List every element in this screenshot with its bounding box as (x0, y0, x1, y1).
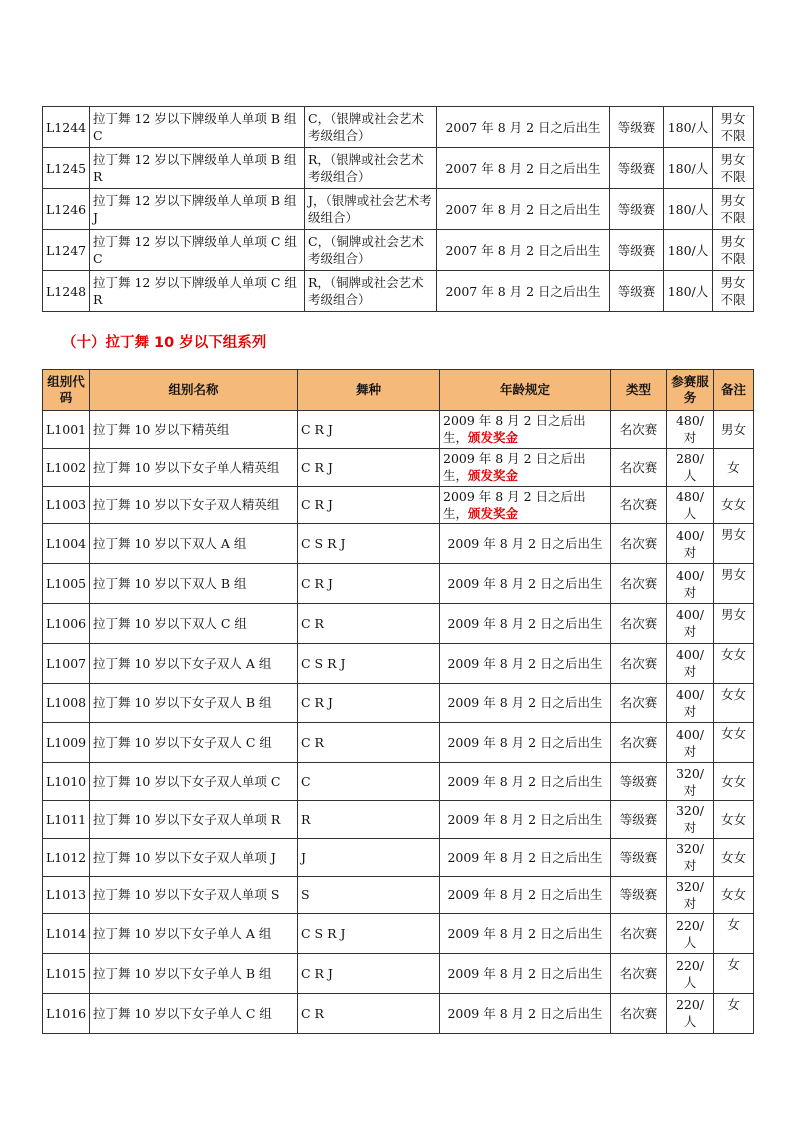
remark: 女女 (714, 876, 754, 914)
age-rule (440, 411, 611, 449)
table-row (43, 148, 754, 189)
entry-fee: 220/人 (667, 993, 714, 1033)
entry-fee: 220/人 (667, 914, 714, 954)
remark: 女女 (714, 683, 754, 723)
table-row (43, 643, 754, 683)
dance-type: C S R J (298, 524, 440, 564)
age-rule: 2009 年 8 月 2 日之后出生 (440, 993, 611, 1033)
competition-type: 名次赛 (611, 643, 667, 683)
competition-type: 等级赛 (611, 800, 667, 838)
age-rule: 2007 年 8 月 2 日之后出生 (437, 271, 610, 312)
previous-section-table (42, 106, 754, 312)
entry-fee: 280/人 (667, 448, 714, 486)
group-name: 拉丁舞 10 岁以下女子双人单项 J (90, 838, 298, 876)
dance-type: S (298, 876, 440, 914)
entry-fee: 400/对 (667, 643, 714, 683)
competition-type: 名次赛 (611, 683, 667, 723)
competition-type: 名次赛 (611, 448, 667, 486)
prize-money-label: 颁发奖金 (468, 430, 519, 446)
remark: 男女不限 (713, 107, 754, 148)
remark: 女女 (714, 763, 754, 801)
remark: 女 (714, 914, 754, 954)
table-row (43, 683, 754, 723)
table-row (43, 411, 754, 449)
competition-type: 名次赛 (611, 993, 667, 1033)
table-row (43, 954, 754, 994)
age-rule: 2009 年 8 月 2 日之后出生 (440, 603, 611, 643)
age-rule: 2009 年 8 月 2 日之后出生 (440, 683, 611, 723)
group-code: L1016 (43, 993, 90, 1033)
table-row (43, 993, 754, 1033)
group-name: 拉丁舞 12 岁以下牌级单人单项 C 组 R (90, 271, 305, 312)
remark: 女 (714, 993, 754, 1033)
under-10-groups-table (42, 369, 754, 1034)
competition-type: 名次赛 (611, 564, 667, 604)
table-row (43, 189, 754, 230)
entry-fee: 180/人 (664, 189, 713, 230)
entry-fee: 220/人 (667, 954, 714, 994)
entry-fee: 400/对 (667, 683, 714, 723)
entry-fee: 180/人 (664, 230, 713, 271)
group-name: 拉丁舞 12 岁以下牌级单人单项 B 组 J (90, 189, 305, 230)
group-code: L1002 (43, 448, 90, 486)
remark: 男女 (714, 411, 754, 449)
competition-type: 名次赛 (611, 524, 667, 564)
group-code: L1001 (43, 411, 90, 449)
table-row (43, 838, 754, 876)
group-name: 拉丁舞 10 岁以下双人 A 组 (90, 524, 298, 564)
entry-fee: 320/对 (667, 763, 714, 801)
age-rule: 2009 年 8 月 2 日之后出生 (440, 763, 611, 801)
group-name: 拉丁舞 10 岁以下女子双人精英组 (90, 486, 298, 524)
age-rule: 2007 年 8 月 2 日之后出生 (437, 148, 610, 189)
table-row (43, 603, 754, 643)
entry-fee: 400/对 (667, 723, 714, 763)
group-code: L1009 (43, 723, 90, 763)
remark: 男女不限 (713, 230, 754, 271)
competition-type: 等级赛 (610, 148, 664, 189)
group-code: L1014 (43, 914, 90, 954)
dance-type: C，（铜牌或社会艺术考级组合） (305, 230, 437, 271)
remark: 女女 (714, 643, 754, 683)
dance-type: C S R J (298, 643, 440, 683)
under-10-groups-body (43, 411, 754, 1034)
age-rule: 2007 年 8 月 2 日之后出生 (437, 107, 610, 148)
age-rule: 2009 年 8 月 2 日之后出生 (440, 643, 611, 683)
entry-fee: 400/对 (667, 564, 714, 604)
remark: 男女 (714, 524, 754, 564)
group-name: 拉丁舞 10 岁以下女子双人 C 组 (90, 723, 298, 763)
age-rule: 2007 年 8 月 2 日之后出生 (437, 230, 610, 271)
competition-type: 名次赛 (611, 411, 667, 449)
remark: 女女 (714, 800, 754, 838)
group-code: L1015 (43, 954, 90, 994)
dance-type: C R (298, 993, 440, 1033)
remark: 男女不限 (713, 148, 754, 189)
group-code: L1012 (43, 838, 90, 876)
competition-type: 名次赛 (611, 486, 667, 524)
remark: 男女 (714, 603, 754, 643)
group-name: 拉丁舞 10 岁以下女子双人单项 S (90, 876, 298, 914)
dance-type: C，（银牌或社会艺术考级组合） (305, 107, 437, 148)
group-code: L1003 (43, 486, 90, 524)
header-dance: 舞种 (298, 370, 440, 411)
competition-type: 等级赛 (610, 107, 664, 148)
competition-type: 等级赛 (610, 271, 664, 312)
table-row (43, 486, 754, 524)
age-rule: 2009 年 8 月 2 日之后出生 (440, 838, 611, 876)
dance-type: C R J (298, 954, 440, 994)
entry-fee: 480/人 (667, 486, 714, 524)
table-row (43, 448, 754, 486)
remark: 男女不限 (713, 189, 754, 230)
competition-type: 名次赛 (611, 914, 667, 954)
group-code: L1007 (43, 643, 90, 683)
competition-type: 名次赛 (611, 954, 667, 994)
age-rule: 2007 年 8 月 2 日之后出生 (437, 189, 610, 230)
table-row (43, 763, 754, 801)
competition-type: 等级赛 (610, 189, 664, 230)
group-code: L1004 (43, 524, 90, 564)
remark: 女女 (714, 723, 754, 763)
entry-fee: 180/人 (664, 107, 713, 148)
group-name: 拉丁舞 10 岁以下女子双人单项 C (90, 763, 298, 801)
age-rule: 2009 年 8 月 2 日之后出生 (440, 914, 611, 954)
dance-type: J (298, 838, 440, 876)
table-row (43, 230, 754, 271)
dance-type: R (298, 800, 440, 838)
competition-type: 等级赛 (610, 230, 664, 271)
group-code: L1013 (43, 876, 90, 914)
entry-fee: 180/人 (664, 271, 713, 312)
group-code: L1006 (43, 603, 90, 643)
age-rule-text: 2009 年 8 月 2 日之后出生， (443, 413, 586, 446)
remark: 男女不限 (713, 271, 754, 312)
table-row (43, 914, 754, 954)
dance-type: C S R J (298, 914, 440, 954)
entry-fee: 400/对 (667, 524, 714, 564)
table-header-row (43, 370, 754, 411)
age-rule (440, 486, 611, 524)
group-name: 拉丁舞 12 岁以下牌级单人单项 C 组 C (90, 230, 305, 271)
group-code: L1245 (43, 148, 90, 189)
group-name: 拉丁舞 10 岁以下双人 B 组 (90, 564, 298, 604)
competition-type: 名次赛 (611, 603, 667, 643)
header-age: 年龄规定 (440, 370, 611, 411)
entry-fee: 320/对 (667, 876, 714, 914)
group-name: 拉丁舞 10 岁以下女子单人 B 组 (90, 954, 298, 994)
dance-type: C R J (298, 564, 440, 604)
group-code: L1246 (43, 189, 90, 230)
group-code: L1008 (43, 683, 90, 723)
age-rule: 2009 年 8 月 2 日之后出生 (440, 723, 611, 763)
group-code: L1244 (43, 107, 90, 148)
age-rule: 2009 年 8 月 2 日之后出生 (440, 564, 611, 604)
group-code: L1010 (43, 763, 90, 801)
table-row (43, 564, 754, 604)
remark: 男女 (714, 564, 754, 604)
remark: 女 (714, 954, 754, 994)
group-name: 拉丁舞 10 岁以下精英组 (90, 411, 298, 449)
table-row (43, 271, 754, 312)
entry-fee: 480/对 (667, 411, 714, 449)
dance-type: C R J (298, 448, 440, 486)
age-rule (440, 448, 611, 486)
remark: 女女 (714, 838, 754, 876)
age-rule: 2009 年 8 月 2 日之后出生 (440, 524, 611, 564)
table-row (43, 800, 754, 838)
group-name: 拉丁舞 10 岁以下女子双人 A 组 (90, 643, 298, 683)
group-name: 拉丁舞 10 岁以下女子双人 B 组 (90, 683, 298, 723)
entry-fee: 320/对 (667, 800, 714, 838)
group-code: L1248 (43, 271, 90, 312)
table-row (43, 107, 754, 148)
dance-type: C R J (298, 411, 440, 449)
dance-type: R，（银牌或社会艺术考级组合） (305, 148, 437, 189)
prize-money-label: 颁发奖金 (468, 505, 519, 521)
competition-type: 名次赛 (611, 723, 667, 763)
age-rule: 2009 年 8 月 2 日之后出生 (440, 876, 611, 914)
group-name: 拉丁舞 10 岁以下女子双人单项 R (90, 800, 298, 838)
dance-type: C R J (298, 486, 440, 524)
header-note: 备注 (714, 370, 754, 411)
section-title: （十）拉丁舞 10 岁以下组系列 (62, 335, 267, 351)
table-row (43, 876, 754, 914)
dance-type: J，（银牌或社会艺术考级组合） (305, 189, 437, 230)
group-name: 拉丁舞 10 岁以下双人 C 组 (90, 603, 298, 643)
header-type: 类型 (611, 370, 667, 411)
group-code: L1005 (43, 564, 90, 604)
dance-type: C R (298, 723, 440, 763)
group-name: 拉丁舞 10 岁以下女子单人 A 组 (90, 914, 298, 954)
dance-type: R，（铜牌或社会艺术考级组合） (305, 271, 437, 312)
entry-fee: 320/对 (667, 838, 714, 876)
previous-section-body (43, 107, 754, 312)
competition-type: 等级赛 (611, 838, 667, 876)
header-code: 组别代码 (43, 370, 90, 411)
age-rule: 2009 年 8 月 2 日之后出生 (440, 954, 611, 994)
group-name: 拉丁舞 12 岁以下牌级单人单项 B 组 C (90, 107, 305, 148)
dance-type: C R (298, 603, 440, 643)
group-name: 拉丁舞 12 岁以下牌级单人单项 B 组 R (90, 148, 305, 189)
competition-type: 等级赛 (611, 763, 667, 801)
group-code: L1247 (43, 230, 90, 271)
entry-fee: 400/对 (667, 603, 714, 643)
age-rule-text: 2009 年 8 月 2 日之后出生， (443, 451, 586, 484)
competition-type: 等级赛 (611, 876, 667, 914)
dance-type: C R J (298, 683, 440, 723)
prize-money-label: 颁发奖金 (468, 468, 519, 484)
header-fee: 参赛服务 (667, 370, 714, 411)
age-rule-text: 2009 年 8 月 2 日之后出生， (443, 488, 586, 521)
table-row (43, 723, 754, 763)
header-name: 组别名称 (90, 370, 298, 411)
entry-fee: 180/人 (664, 148, 713, 189)
table-row (43, 524, 754, 564)
group-name: 拉丁舞 10 岁以下女子单人精英组 (90, 448, 298, 486)
group-code: L1011 (43, 800, 90, 838)
group-name: 拉丁舞 10 岁以下女子单人 C 组 (90, 993, 298, 1033)
remark: 女 (714, 448, 754, 486)
dance-type: C (298, 763, 440, 801)
age-rule: 2009 年 8 月 2 日之后出生 (440, 800, 611, 838)
remark: 女女 (714, 486, 754, 524)
